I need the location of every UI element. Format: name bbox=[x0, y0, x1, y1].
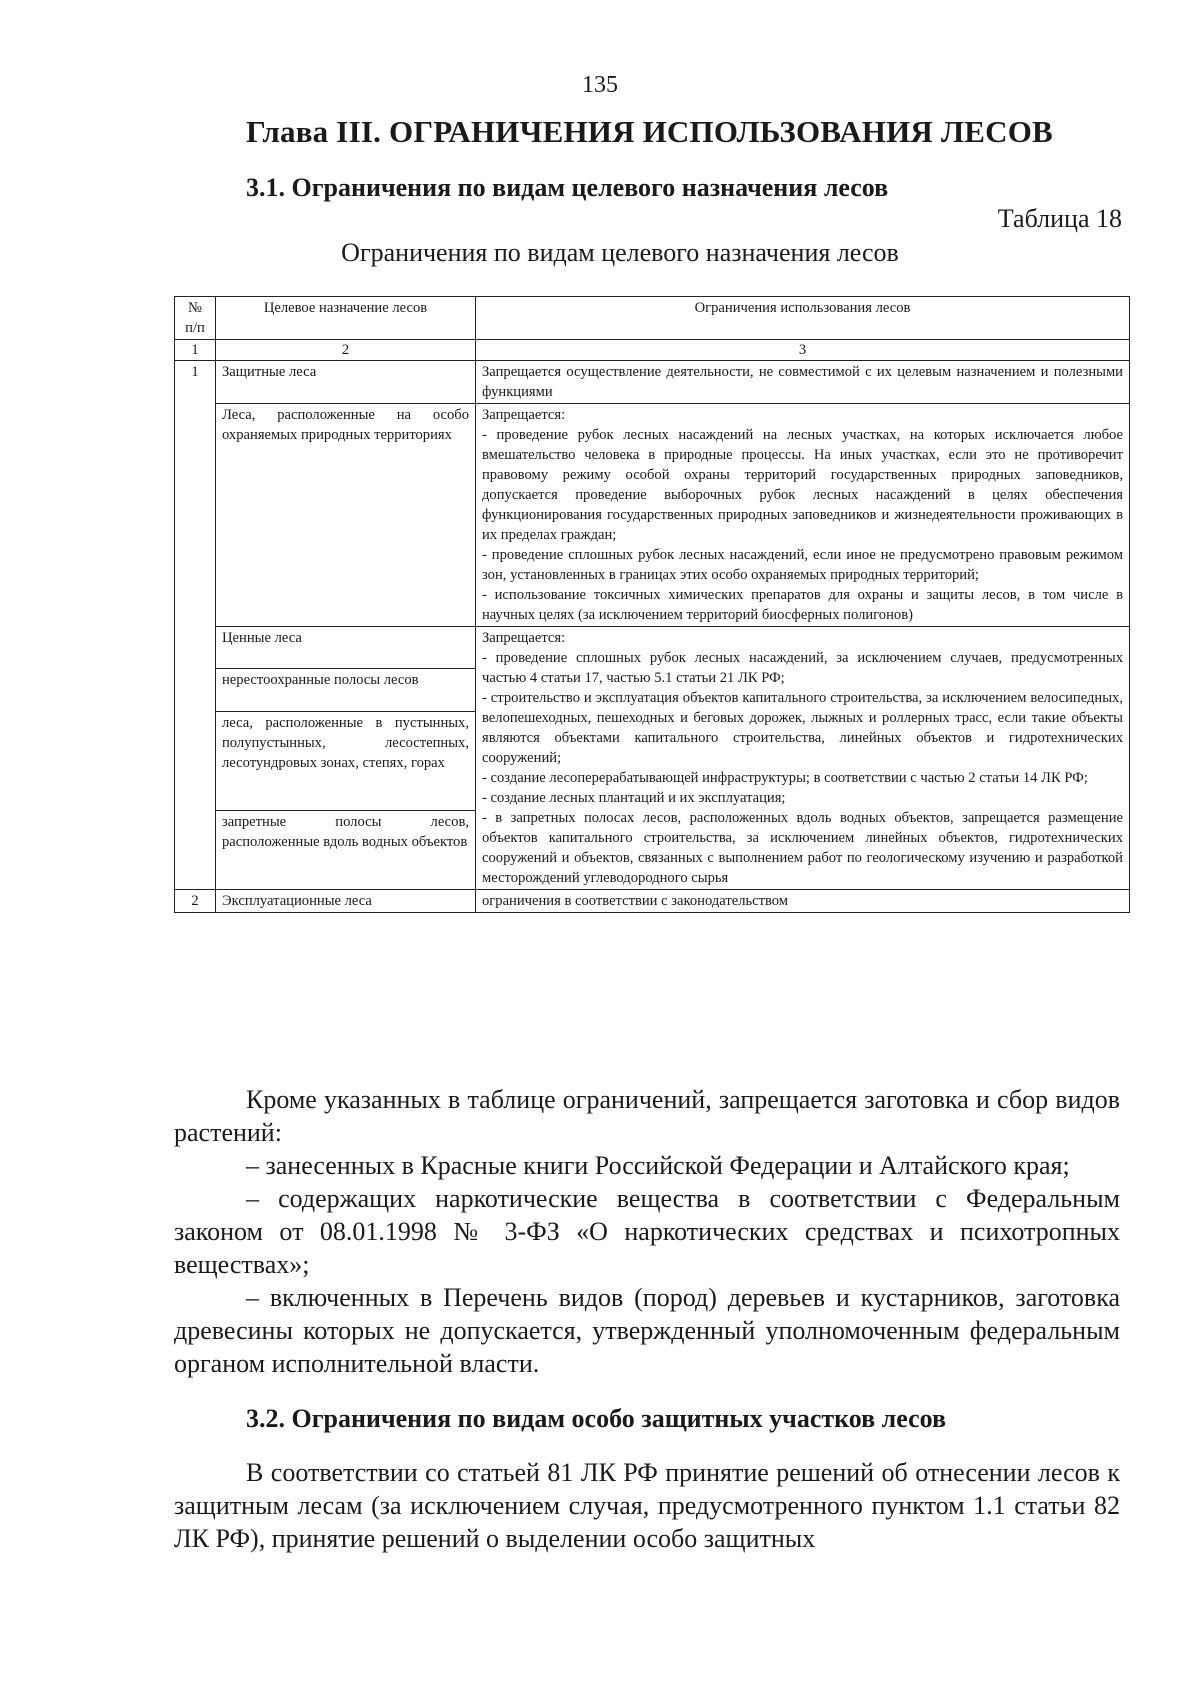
restrictions-table bbox=[174, 296, 1130, 913]
col-number-2: 2 bbox=[216, 340, 476, 361]
paragraph: В соответствии со статьей 81 ЛК РФ принятие решений об отнесении лесов к защитным лесам (за исключением случая, предусмотренного пунктом 1.1 статьи 82 ЛК РФ), принятие решений о выделении особо защитных bbox=[174, 1458, 1120, 1553]
row-restriction-exploitation: ограничения в соответствии с законодательством bbox=[476, 890, 1130, 913]
list-item: – включенных в Перечень видов (пород) деревьев и кустарников, заготовка древесины которых не допускается, утвержденный уполномоченным федеральным органом исполнительной власти. bbox=[174, 1283, 1120, 1378]
list-item: – содержащих наркотические вещества в соответствии с Федеральным законом от 08.01.1998 № 3-ФЗ «О наркотических средствах и психотропных веществах»; bbox=[174, 1184, 1120, 1279]
list-item: – занесенных в Красные книги Российской Федерации и Алтайского края; bbox=[246, 1151, 1070, 1180]
row-purpose-protective: Защитные леса bbox=[216, 361, 476, 404]
table-header-row bbox=[175, 297, 1130, 340]
restriction-head: Запрещается: bbox=[482, 630, 566, 646]
row-purpose-spawning: нерестоохранные полосы лесов bbox=[216, 669, 476, 712]
table-row bbox=[175, 404, 1130, 627]
restriction-item: - создание лесоперерабатывающей инфраструктуры; в соответствии с частью 2 статьи 14 ЛК РФ; bbox=[482, 770, 1088, 786]
col-number-3: 3 bbox=[476, 340, 1130, 361]
restrictions-paragraph bbox=[174, 1083, 1120, 1380]
table-row bbox=[175, 627, 1130, 669]
section-title-3-2: 3.2. Ограничения по видам особо защитных участков лесов bbox=[246, 1404, 947, 1433]
row-purpose-desert-steppe: леса, расположенные в пустынных, полупустынных, лесостепных, лесотундровых зонах, степях, горах bbox=[216, 712, 476, 811]
row-restriction-valuable bbox=[476, 627, 1130, 890]
row-purpose-water-strips: запретные полосы лесов, расположенные вдоль водных объектов bbox=[216, 811, 476, 890]
restriction-item: - проведение сплошных рубок лесных насаждений, если иное не предусмотрено правовым режимом зон, установленных в границах этих особо охраняемых природных территорий; bbox=[482, 547, 1123, 583]
section-3-2-paragraph bbox=[174, 1456, 1120, 1555]
row-restriction-oopt bbox=[476, 404, 1130, 627]
table-row bbox=[175, 361, 1130, 404]
header-purpose: Целевое назначение лесов bbox=[216, 297, 476, 340]
row-number-1: 1 bbox=[175, 361, 216, 890]
restriction-item: - в запретных полосах лесов, расположенных вдоль водных объектов, запрещается размещение объектов капитального строительства, за исключением линейных объектов, гидротехнических сооружений и объектов, связанных с выполнением работ по геологическому изучению и разработкой месторождений углеводородного сырья bbox=[482, 810, 1123, 886]
page-number: 135 bbox=[582, 72, 618, 98]
table-row bbox=[175, 890, 1130, 913]
restriction-item: - проведение сплошных рубок лесных насаждений, за исключением случаев, предусмотренных частью 4 статьи 17, частью 5.1 статьи 21 ЛК РФ; bbox=[482, 650, 1123, 686]
table-caption: Ограничения по видам целевого назначения лесов bbox=[341, 238, 899, 267]
chapter-title: Глава III. ОГРАНИЧЕНИЯ ИСПОЛЬЗОВАНИЯ ЛЕСОВ bbox=[246, 114, 1053, 149]
restriction-head: Запрещается: bbox=[482, 407, 566, 423]
restriction-item: - использование токсичных химических препаратов для охраны и защиты лесов, в том числе в научных целях (за исключением территорий биосферных полигонов) bbox=[482, 587, 1123, 623]
restriction-item: - строительство и эксплуатация объектов капитального строительства, за исключением велосипедных, велопешеходных, пешеходных и беговых дорожек, лыжных и роллерных трасс, если такие объекты являются объектами капитального строительства, линейных объектов и гидротехнических сооружений; bbox=[482, 690, 1123, 766]
header-restrictions: Ограничения использования лесов bbox=[476, 297, 1130, 340]
header-number: № п/п bbox=[175, 297, 216, 340]
paragraph: Кроме указанных в таблице ограничений, запрещается заготовка и сбор видов растений: bbox=[174, 1085, 1120, 1147]
row-restriction-protective: Запрещается осуществление деятельности, не совместимой с их целевым назначением и полезными функциями bbox=[476, 361, 1130, 404]
section-title-3-1: 3.1. Ограничения по видам целевого назначения лесов bbox=[246, 173, 889, 202]
table-column-numbers-row bbox=[175, 340, 1130, 361]
restriction-item: - создание лесных плантаций и их эксплуатация; bbox=[482, 790, 786, 806]
table-label: Таблица 18 bbox=[997, 204, 1122, 233]
row-purpose-valuable: Ценные леса bbox=[216, 627, 476, 669]
row-purpose-oopt: Леса, расположенные на особо охраняемых природных территориях bbox=[216, 404, 476, 627]
restriction-item: - проведение рубок лесных насаждений на лесных участках, на которых исключается любое вмешательство человека в природные процессы. На иных участках, если это не противоречит правовому режиму особой охраны территорий государственных природных заповедников, допускается проведение выборочных рубок лесных насаждений в целях обеспечения функционирования государственных природных заповедников и жизнедеятельности проживающих в их пределах граждан; bbox=[482, 427, 1123, 543]
row-number-2: 2 bbox=[175, 890, 216, 913]
col-number-1: 1 bbox=[175, 340, 216, 361]
row-purpose-exploitation: Эксплуатационные леса bbox=[216, 890, 476, 913]
